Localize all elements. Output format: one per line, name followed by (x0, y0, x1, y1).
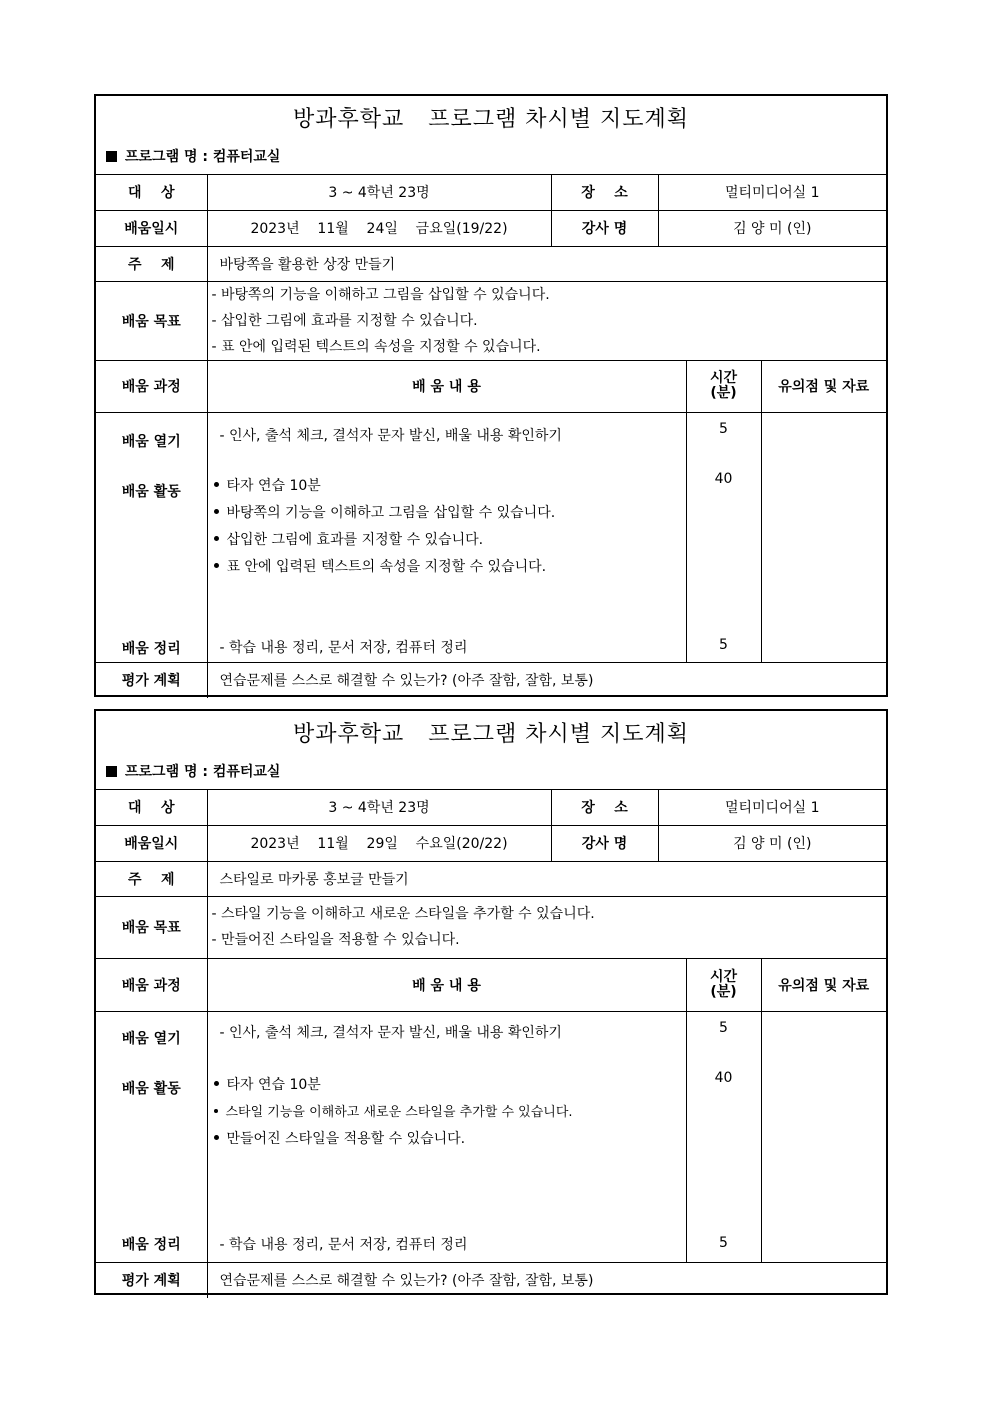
notes-header: 유의점 및 자료 (761, 360, 886, 412)
plan-header (96, 96, 886, 175)
plan-table (96, 790, 886, 1298)
process-label: 배움 과정 (96, 958, 207, 1011)
step-close-label: 배움 정리 (121, 1236, 181, 1253)
step-close-label: 배움 정리 (121, 640, 181, 657)
date-label: 배움일시 (96, 210, 207, 246)
bullet-icon (214, 482, 219, 487)
step-open-label: 배움 열기 (121, 433, 181, 450)
teacher-label: 강사 명 (551, 210, 658, 246)
activity-item: 만들어진 스타일을 적용할 수 있습니다. (214, 1126, 573, 1153)
subject-label: 주 제 (96, 246, 207, 281)
teacher-value: 김 양 미 (인) (658, 210, 886, 246)
time-header: 시간 (분) (686, 360, 761, 412)
program-name-text: 프로그램 명 : 컴퓨터교실 (125, 149, 281, 165)
notes-cell (761, 1011, 886, 1262)
close-text: - 학습 내용 정리, 문서 저장, 컴퓨터 정리 (219, 1236, 468, 1253)
goal-label: 배움 목표 (96, 281, 207, 360)
time-header: 시간 (분) (686, 958, 761, 1011)
time-activity: 40 (714, 470, 733, 487)
notes-header: 유의점 및 자료 (761, 958, 886, 1011)
notes-cell (761, 412, 886, 662)
process-times (686, 412, 761, 662)
square-bullet-icon (106, 766, 117, 777)
lesson-plan-2 (94, 709, 888, 1295)
activity-list (214, 1072, 573, 1153)
time-close: 5 (719, 1234, 728, 1251)
time-close: 5 (719, 636, 728, 653)
goal-item: - 스타일 기능을 이해하고 새로운 스타일을 추가할 수 있습니다. (211, 906, 595, 922)
content-header: 배 움 내 용 (207, 360, 686, 412)
bullet-icon (214, 509, 219, 514)
plan-title: 방과후학교 프로그램 차시별 지도계획 (293, 722, 689, 747)
plan-table (96, 175, 886, 698)
goal-item: - 삽입한 그림에 효과를 지정할 수 있습니다. (211, 312, 478, 329)
activity-item: 타자 연습 10분 (214, 1072, 573, 1099)
eval-value: 연습문제를 스스로 해결할 수 있는가? (아주 잘함, 잘함, 보통) (207, 662, 886, 698)
process-times (686, 1011, 761, 1262)
process-content (207, 412, 686, 662)
activity-item: 스타일 기능을 이해하고 새로운 스타일을 추가할 수 있습니다. (214, 1099, 573, 1126)
close-text: - 학습 내용 정리, 문서 저장, 컴퓨터 정리 (219, 639, 468, 656)
eval-value: 연습문제를 스스로 해결할 수 있는가? (아주 잘함, 잘함, 보통) (207, 1262, 886, 1298)
eval-label: 평가 계획 (96, 662, 207, 698)
goal-list (207, 896, 886, 958)
activity-item: 표 안에 입력된 텍스트의 속성을 지정할 수 있습니다. (214, 554, 556, 581)
target-label: 대 상 (96, 175, 207, 210)
step-activity-label: 배움 활동 (121, 483, 181, 500)
bullet-icon (214, 563, 219, 568)
place-label: 장 소 (551, 175, 658, 210)
target-value: 3 ~ 4학년 23명 (207, 175, 551, 210)
goal-item: - 만들어진 스타일을 적용할 수 있습니다. (211, 932, 460, 948)
open-text: - 인사, 출석 체크, 결석자 문자 발신, 배울 내용 확인하기 (219, 427, 562, 444)
subject-label: 주 제 (96, 861, 207, 896)
square-bullet-icon (106, 151, 117, 162)
program-name-text: 프로그램 명 : 컴퓨터교실 (125, 764, 281, 780)
bullet-icon (214, 1135, 219, 1140)
goal-item: - 표 안에 입력된 텍스트의 속성을 지정할 수 있습니다. (211, 338, 541, 355)
step-activity-label: 배움 활동 (121, 1080, 181, 1097)
bullet-icon (214, 1081, 219, 1086)
date-value: 2023년 11월 29일 수요일(20/22) (207, 825, 551, 861)
activity-item: 타자 연습 10분 (214, 473, 556, 500)
activity-list (214, 473, 556, 581)
open-text: - 인사, 출석 체크, 결석자 문자 발신, 배울 내용 확인하기 (219, 1024, 562, 1041)
bullet-icon (214, 1109, 218, 1113)
program-name (106, 761, 280, 781)
process-steps (96, 412, 207, 662)
lesson-plan-1 (94, 94, 888, 697)
teacher-value: 김 양 미 (인) (658, 825, 886, 861)
place-value: 멀티미디어실 1 (658, 790, 886, 825)
process-content (207, 1011, 686, 1262)
time-open: 5 (719, 420, 728, 437)
step-open-label: 배움 열기 (121, 1030, 181, 1047)
date-value: 2023년 11월 24일 금요일(19/22) (207, 210, 551, 246)
content-header: 배 움 내 용 (207, 958, 686, 1011)
eval-label: 평가 계획 (96, 1262, 207, 1298)
goal-item: - 바탕쪽의 기능을 이해하고 그림을 삽입할 수 있습니다. (211, 286, 550, 303)
goal-label: 배움 목표 (96, 896, 207, 958)
process-steps (96, 1011, 207, 1262)
activity-item: 삽입한 그림에 효과를 지정할 수 있습니다. (214, 527, 556, 554)
program-name (106, 146, 280, 166)
goal-list (207, 281, 886, 360)
teacher-label: 강사 명 (551, 825, 658, 861)
activity-item: 바탕쪽의 기능을 이해하고 그림을 삽입할 수 있습니다. (214, 500, 556, 527)
place-label: 장 소 (551, 790, 658, 825)
time-activity: 40 (714, 1069, 733, 1086)
time-open: 5 (719, 1019, 728, 1036)
plan-header (96, 711, 886, 790)
target-value: 3 ~ 4학년 23명 (207, 790, 551, 825)
plan-title: 방과후학교 프로그램 차시별 지도계획 (293, 107, 689, 132)
subject-value: 바탕쪽을 활용한 상장 만들기 (207, 246, 886, 281)
subject-value: 스타일로 마카롱 홍보글 만들기 (207, 861, 886, 896)
date-label: 배움일시 (96, 825, 207, 861)
place-value: 멀티미디어실 1 (658, 175, 886, 210)
process-label: 배움 과정 (96, 360, 207, 412)
target-label: 대 상 (96, 790, 207, 825)
bullet-icon (214, 536, 219, 541)
